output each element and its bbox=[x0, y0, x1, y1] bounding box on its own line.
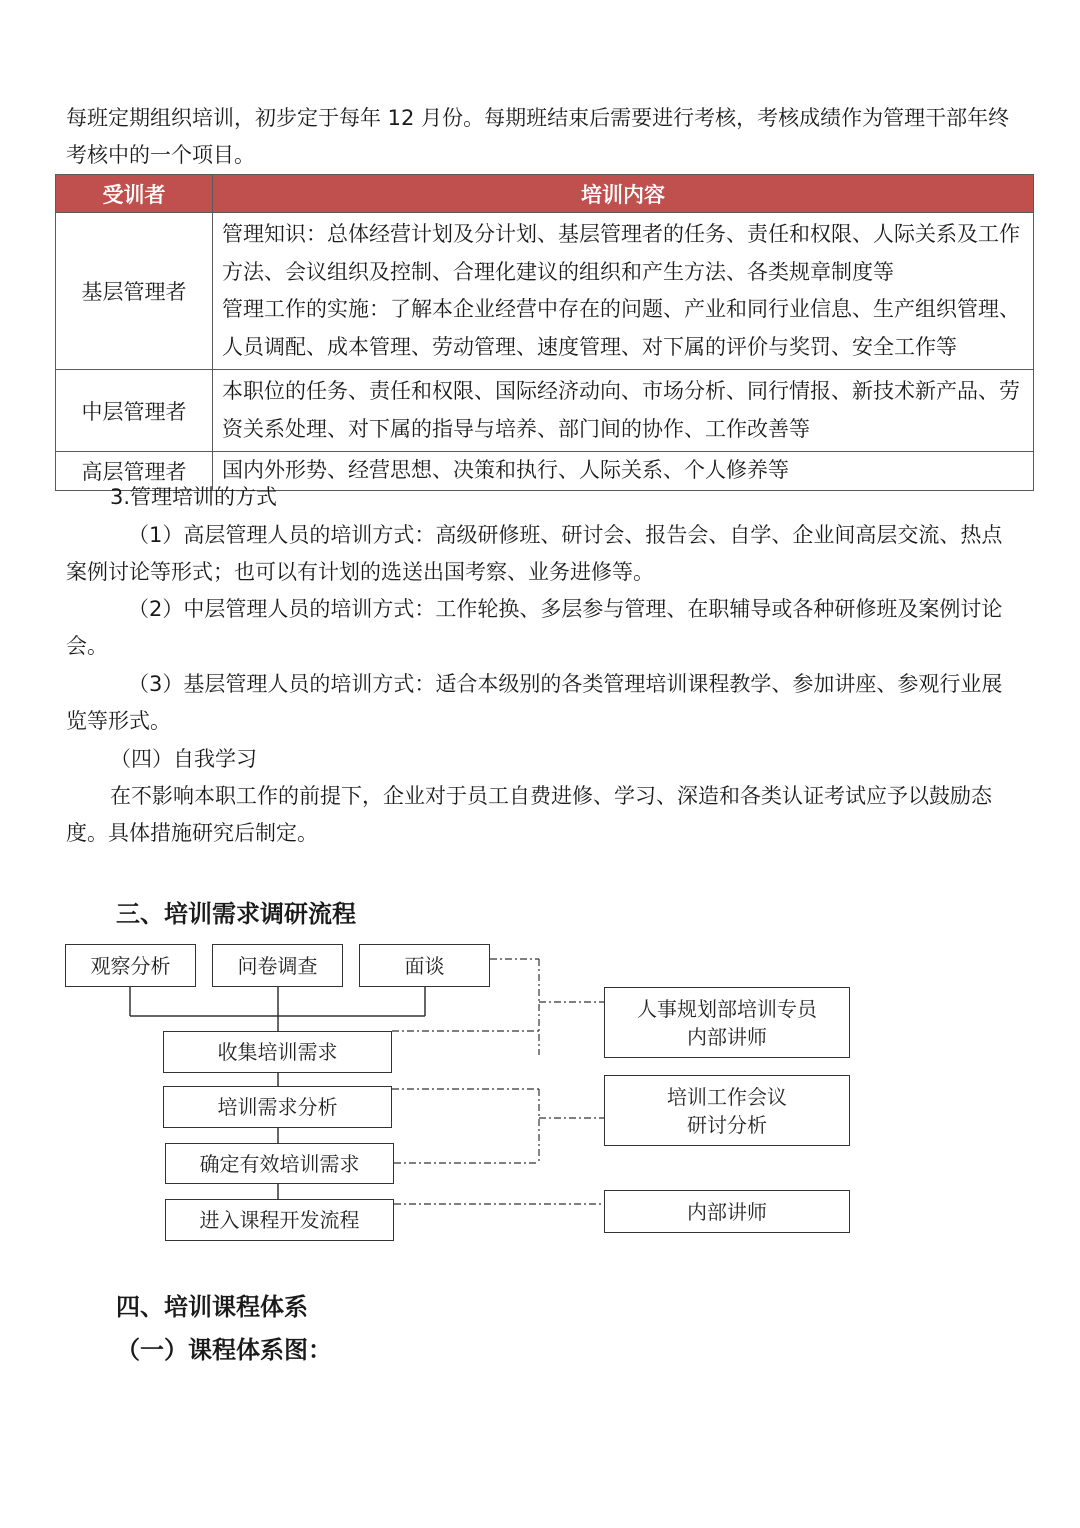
side-line: 研讨分析 bbox=[687, 1112, 767, 1137]
content-line: 本职位的任务、责任和权限、国际经济动向、市场分析、同行情报、新技术新产品、劳资关系处理、对下属的指导与培养、部门间的协作、工作改善等 bbox=[222, 379, 1020, 441]
heading-course-system: 四、培训课程体系 bbox=[116, 1293, 308, 1321]
self-study-title: （四）自我学习 bbox=[110, 747, 257, 771]
flow-step-confirm: 确定有效培训需求 bbox=[165, 1143, 394, 1184]
role-cell: 高层管理者 bbox=[56, 452, 213, 491]
flow-source-observation: 观察分析 bbox=[65, 944, 196, 987]
header-content: 培训内容 bbox=[213, 175, 1034, 213]
flow-step-course-dev: 进入课程开发流程 bbox=[165, 1199, 394, 1241]
content-line: 管理知识：总体经营计划及分计划、基层管理者的任务、责任和权限、人际关系及工作方法、会议组织及控制、合理化建议的组织和产生方法、各类规章制度等 bbox=[222, 222, 1020, 284]
intro-paragraph: 每班定期组织培训，初步定于每年 12 月份。每期班结束后需要进行考核，考核成绩作为管理干部年终考核中的一个项目。 bbox=[66, 106, 1010, 167]
content-line: 国内外形势、经营思想、决策和执行、人际关系、个人修养等 bbox=[222, 458, 789, 482]
flow-side-lecturer: 内部讲师 bbox=[604, 1190, 850, 1233]
side-line: 人事规划部培训专员 bbox=[637, 996, 817, 1021]
content-line: 管理工作的实施：了解本企业经营中存在的问题、产业和同行业信息、生产组织管理、人员调配、成本管理、劳动管理、速度管理、对下属的评价与奖罚、安全工作等 bbox=[222, 297, 1020, 359]
flow-source-interview: 面谈 bbox=[359, 944, 490, 987]
flow-step-collect: 收集培训需求 bbox=[163, 1031, 392, 1073]
side-line: 培训工作会议 bbox=[667, 1084, 787, 1109]
section-3-title: 3.管理培训的方式 bbox=[110, 485, 278, 509]
flow-source-questionnaire: 问卷调查 bbox=[212, 944, 343, 987]
side-line: 内部讲师 bbox=[687, 1024, 767, 1049]
method-paragraph: （2）中层管理人员的培训方式：工作轮换、多层参与管理、在职辅导或各种研修班及案例讨论会。 bbox=[66, 597, 1003, 658]
subheading-course-chart: （一）课程体系图： bbox=[116, 1336, 332, 1364]
flow-side-meeting bbox=[604, 1075, 850, 1146]
method-paragraph: （1）高层管理人员的培训方式：高级研修班、研讨会、报告会、自学、企业间高层交流、热点案例讨论等形式；也可以有计划的选送出国考察、业务进修等。 bbox=[66, 523, 1003, 584]
role-cell: 中层管理者 bbox=[56, 370, 213, 452]
heading-research-flow: 三、培训需求调研流程 bbox=[116, 900, 356, 928]
header-trainee: 受训者 bbox=[56, 175, 213, 213]
flow-step-analyze: 培训需求分析 bbox=[163, 1086, 392, 1128]
self-study-paragraph: 在不影响本职工作的前提下，企业对于员工自费进修、学习、深造和各类认证考试应予以鼓励态度。具体措施研究后制定。 bbox=[66, 784, 992, 845]
flow-side-hr bbox=[604, 987, 850, 1058]
role-cell: 基层管理者 bbox=[56, 213, 213, 370]
method-paragraph: （3）基层管理人员的培训方式：适合本级别的各类管理培训课程教学、参加讲座、参观行业展览等形式。 bbox=[66, 672, 1003, 733]
